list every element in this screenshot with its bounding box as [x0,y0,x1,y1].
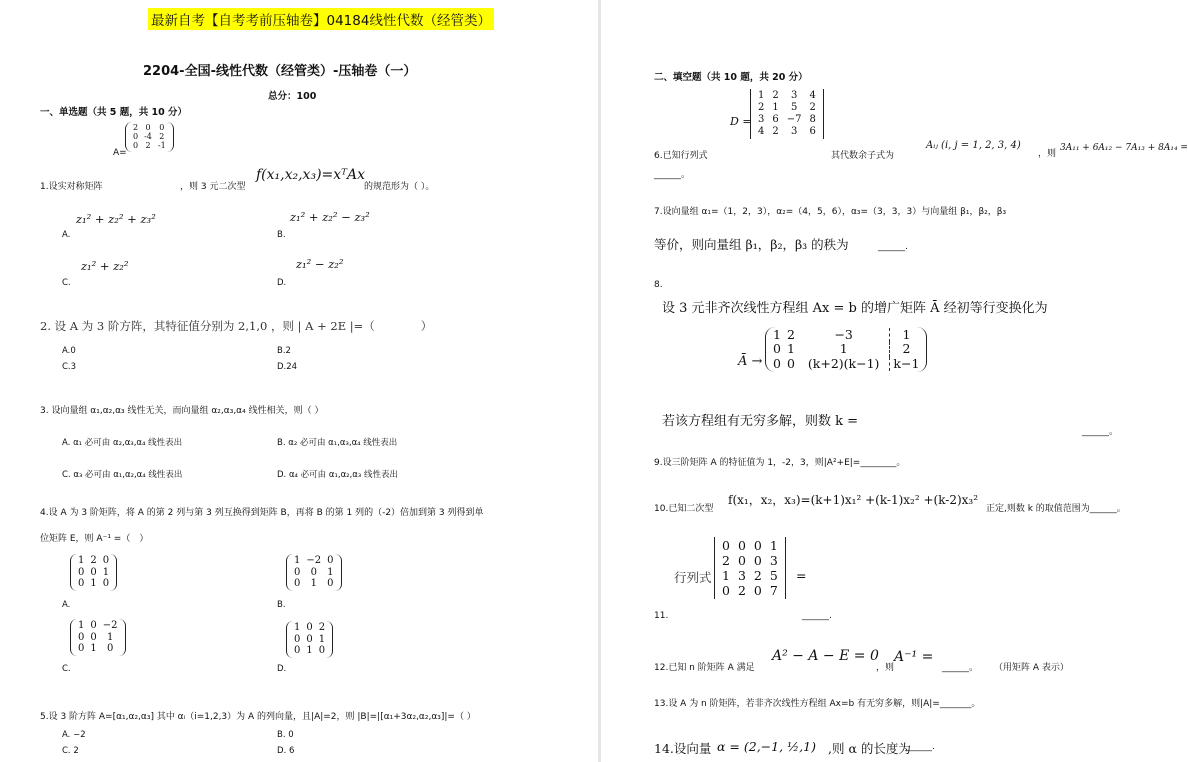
q1-option-b-label: B. [277,230,286,240]
q12-stem-start: 12.已知 n 阶矩阵 A 满足 [654,663,755,673]
q1-option-c-label: C. [62,278,71,288]
q3-option-c[interactable]: C. α₃ 必可由 α₁,α₂,α₄ 线性表出 [62,470,183,480]
q1-option-b[interactable]: z₁² + z₂² − z₃² [290,210,370,224]
q1-option-d-label: D. [277,278,287,288]
q3-option-d[interactable]: D. α₄ 必可由 α₁,α₂,α₃ 线性表出 [277,470,399,480]
q4-option-c-label: C. [62,664,71,674]
q14-stem-start: 14.设向量 [654,741,712,756]
q5-stem: 5.设 3 阶方阵 A=[α₁,α₂,α₃] 其中 αᵢ（i=1,2,3）为 A 的列向量，且|A|=2，则 |B|=|[α₁+3α₂,α₂,α₃]|=（ ） [40,712,476,722]
q10-quadratic-form: f(x₁，x₂，x₃)=(k+1)x₁² +(k-1)x₂² +(k-2)x₃² [728,493,979,507]
q2-option-d[interactable]: D.24 [277,362,298,372]
q3-option-b[interactable]: B. α₂ 必可由 α₁,α₃,α₄ 线性表出 [277,438,398,448]
right-page [602,0,1188,762]
q12-hint: （用矩阵 A 表示） [994,663,1069,673]
q4-option-d-matrix[interactable]: 1 0 2 0 0 1 0 1 0 [286,621,333,661]
total-score: 总分：100 [268,91,317,102]
q3-stem: 3. 设向量组 α₁,α₂,α₃ 线性无关，而向量组 α₂,α₃,α₄ 线性相关，则（ ） [40,406,324,416]
q12-inverse: A⁻¹ = [894,649,934,665]
q4-option-d-label: D. [277,664,287,674]
q2-option-c[interactable]: C.3 [62,362,77,372]
q2-option-b[interactable]: B.2 [277,346,291,356]
q6-stem-then: ，则 [1038,149,1057,159]
q1-option-a-label: A. [62,230,71,240]
q14-vector: α = (2,−1, ½,1) [717,739,816,754]
q8-stem-line2: 若该方程组有无穷多解，则数 k = [662,414,859,429]
q4-option-a-matrix[interactable]: 1 2 0 0 0 1 0 1 0 [70,554,117,594]
q5-option-a[interactable]: A. −2 [62,730,86,740]
q5-option-d[interactable]: D. 6 [277,746,295,756]
q14-stem-end: ,则 α 的长度为 [828,741,911,756]
q4-option-a-label: A. [62,600,71,610]
q6-expression: 3A₁₁ + 6A₁₂ − 7A₁₃ + 8A₁₄ = [1060,143,1188,153]
q7-stem-line1: 7.设向量组 α₁=（1，2，3），α₂=（4，5，6），α₃=（3，3，3）与向量组 β₁，β₂，β₃ [654,207,1007,217]
q6-matrix-prefix: D = [730,115,752,128]
q1-stem-mid: ，则 3 元二次型 [180,182,246,192]
q10-stem-start: 10.已知二次型 [654,504,714,514]
q5-option-b[interactable]: B. 0 [277,730,294,740]
q11-number: 11. [654,611,669,621]
q14-answer-blank[interactable]: ______. [905,742,935,752]
q6-stem-start: 6.已知行列式 [654,151,708,161]
exam-title: 2204-全国-线性代数（经管类）-压轴卷（一） [143,64,417,79]
q8-stem-line1: 设 3 元非齐次线性方程组 Ax = b 的增广矩阵 Ā 经初等行变换化为 [662,301,1048,316]
q1-matrix-prefix: A= [113,148,127,158]
q11-determinant: 0 0 0 1 2 0 0 3 1 3 2 5 0 2 0 7 [714,537,786,602]
q1-option-a[interactable]: z₁² + z₂² + z₃² [76,212,156,226]
document-banner: 最新自考【自考考前压轴卷】04184线性代数（经管类） [148,8,494,30]
q6-determinant: 1 2 3 4 2 1 5 2 3 6 −7 8 4 2 3 6 [750,89,824,142]
q1-stem-start: 1.设实对称矩阵 [40,182,103,192]
q1-matrix: 2 0 0 0 -4 2 0 2 -1 [125,122,174,154]
page-divider [598,0,601,762]
q12-answer-blank[interactable]: ______。 [942,663,979,673]
section-heading-fill-in: 二、填空题（共 10 题，共 20 分） [654,72,808,83]
q12-stem-then: ，则 [876,663,895,673]
q11-equals: = [796,568,807,583]
q9-stem[interactable]: 9.设三阶矩阵 A 的特征值为 1，-2，3，则|A²+E|=________。 [654,458,906,468]
q5-option-c[interactable]: C. 2 [62,746,79,756]
q10-stem-end[interactable]: 正定,则数 k 的取值范围为______。 [986,504,1126,514]
q8-number: 8. [654,280,663,290]
q1-quadratic-form: f(x₁,x₂,x₃)=xᵀAx [256,167,366,183]
q1-stem-end: 的规范形为（ ）。 [364,182,435,192]
section-heading-single-choice: 一、单选题（共 5 题，共 10 分） [40,107,188,118]
q6-answer-blank[interactable]: ______。 [654,170,691,180]
q11-label: 行列式 [674,570,712,585]
q3-option-a[interactable]: A. α₁ 必可由 α₂,α₃,α₄ 线性表出 [62,438,183,448]
q6-cofactor: Aᵢⱼ (i, j = 1, 2, 3, 4) [926,140,1021,151]
q2-stem: 2. 设 A 为 3 阶方阵，其特征值分别为 2,1,0 ，则 | A + 2E |=（ ） [40,319,433,333]
q7-answer-blank[interactable]: ______. [878,242,908,252]
q4-stem-line1: 4.设 A 为 3 阶矩阵，将 A 的第 2 列与第 3 列互换得到矩阵 B，再将 B 的第 1 列的（-2）倍加到第 3 列得到单 [40,508,484,518]
q8-augmented-matrix: 1 2 −3 1 0 1 1 2 0 0 (k+2)(k−1) k−1 [765,327,927,375]
q4-option-c-matrix[interactable]: 1 0 −2 0 0 1 0 1 0 [70,619,126,659]
q2-option-a[interactable]: A.0 [62,346,76,356]
q8-answer-blank[interactable]: ______。 [1082,427,1119,437]
q7-stem-line2: 等价，则向量组 β₁，β₂，β₃ 的秩为 [654,237,849,252]
q12-equation: A² − A − E = 0 [772,648,879,664]
q6-stem-mid: 其代数余子式为 [831,151,895,161]
q1-option-c[interactable]: z₁² + z₂² [81,259,129,273]
q11-answer-blank[interactable]: ______. [802,611,832,621]
q4-option-b-matrix[interactable]: 1 −2 0 0 0 1 0 1 0 [286,554,342,594]
q1-option-d[interactable]: z₁² − z₂² [296,257,344,271]
q8-arrow-prefix: Ā → [738,354,763,369]
q13-stem[interactable]: 13.设 A 为 n 阶矩阵，若非齐次线性方程组 Ax=b 有无穷多解，则|A|=_______。 [654,699,981,709]
q4-stem-line2: 位矩阵 E，则 A⁻¹ =（ ） [40,534,149,544]
q4-option-b-label: B. [277,600,286,610]
